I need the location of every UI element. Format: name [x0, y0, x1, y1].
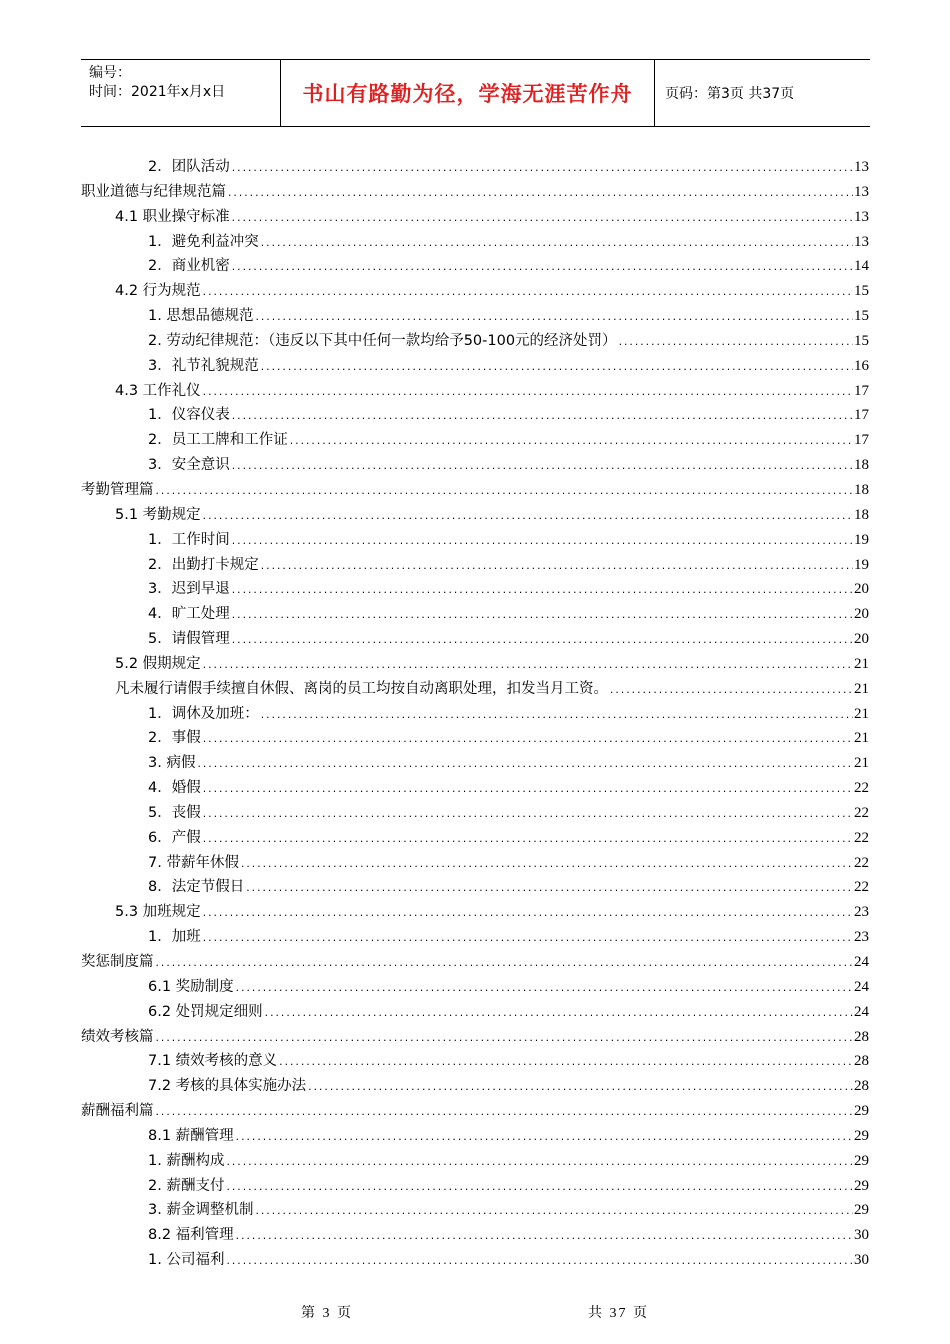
- toc-entry[interactable]: [81, 503, 869, 528]
- toc-entry-page: 21: [854, 755, 869, 772]
- page-footer: [0, 1302, 950, 1322]
- toc-dot-leader: [202, 778, 853, 803]
- toc-dot-leader: [227, 182, 853, 207]
- toc-entry-page: 23: [854, 929, 869, 946]
- toc-entry-title: 7. 带薪年休假: [148, 854, 239, 871]
- toc-entry-title: 4.3 工作礼仪: [115, 382, 201, 399]
- toc-entry[interactable]: [81, 478, 869, 503]
- footer-page-total: 共 37 页: [588, 1306, 649, 1321]
- toc-entry-page: 21: [854, 680, 869, 697]
- toc-entry-title: 4．婚假: [148, 780, 201, 797]
- toc-entry[interactable]: [81, 329, 869, 354]
- toc-entry-title: 考勤管理篇: [81, 481, 154, 498]
- toc-entry[interactable]: [81, 254, 869, 279]
- header-motto: 书山有路勤为径，学海无涯苦作舟: [281, 60, 655, 126]
- toc-entry-title: 2．团队活动: [148, 159, 230, 175]
- toc-entry-page: 15: [854, 283, 869, 300]
- toc-dot-leader: [231, 256, 853, 281]
- toc-entry-page: 29: [854, 1177, 869, 1194]
- toc-entry[interactable]: [81, 1049, 869, 1074]
- toc-entry-title: 1．调休及加班：: [148, 705, 259, 722]
- toc-entry[interactable]: [81, 577, 869, 602]
- toc-entry[interactable]: [81, 1198, 869, 1223]
- toc-dot-leader: [240, 853, 853, 878]
- toc-dot-leader: [231, 629, 853, 654]
- toc-entry-title: 8．法定节假日: [148, 879, 245, 896]
- toc-entry-page: 29: [854, 1202, 869, 1219]
- toc-entry-page: 29: [854, 1152, 869, 1169]
- toc-dot-leader: [260, 704, 853, 729]
- toc-dot-leader: [202, 654, 853, 679]
- toc-entry-title: 6．产假: [148, 829, 201, 846]
- toc-dot-leader: [231, 579, 853, 604]
- toc-entry-page: 28: [854, 1053, 869, 1070]
- toc-entry-title: 5.1 考勤规定: [115, 506, 201, 523]
- toc-dot-leader: [618, 331, 853, 356]
- toc-entry-page: 13: [854, 208, 869, 225]
- toc-entry[interactable]: [81, 677, 869, 702]
- toc-entry-page: 13: [854, 183, 869, 200]
- toc-entry-title: 5.3 加班规定: [115, 904, 201, 921]
- toc-entry-page: 21: [854, 730, 869, 747]
- toc-entry-title: 4.2 行为规范: [115, 283, 201, 300]
- toc-dot-leader: [155, 952, 854, 977]
- toc-entry[interactable]: [81, 925, 869, 950]
- toc-entry[interactable]: [81, 379, 869, 404]
- toc-entry-title: 3. 薪金调整机制: [148, 1202, 254, 1219]
- toc-entry-page: 22: [854, 829, 869, 846]
- page-header: [81, 59, 870, 127]
- toc-entry-title: 1. 公司福利: [148, 1252, 225, 1269]
- toc-entry-title: 1．工作时间: [148, 531, 230, 548]
- toc-entry[interactable]: [81, 826, 869, 851]
- toc-entry[interactable]: [81, 1025, 869, 1050]
- toc-entry-title: 2. 薪酬支付: [148, 1177, 225, 1194]
- toc-entry[interactable]: [81, 1074, 869, 1099]
- toc-entry[interactable]: [81, 1248, 869, 1273]
- toc-entry-title: 1．避免利益冲突: [148, 233, 259, 250]
- toc-entry[interactable]: [81, 627, 869, 652]
- toc-entry-page: 29: [854, 1103, 869, 1120]
- toc-dot-leader: [260, 356, 853, 381]
- toc-entry-title: 5．请假管理: [148, 631, 230, 648]
- toc-entry-page: 19: [854, 531, 869, 548]
- toc-dot-leader: [196, 753, 853, 778]
- toc-entry-page: 19: [854, 556, 869, 573]
- toc-entry[interactable]: [81, 155, 869, 180]
- toc-entry-title: 1．仪容仪表: [148, 407, 230, 424]
- toc-entry[interactable]: [81, 304, 869, 329]
- toc-entry-page: 22: [854, 804, 869, 821]
- toc-entry-page: 24: [854, 1003, 869, 1020]
- toc-entry[interactable]: [81, 975, 869, 1000]
- toc-dot-leader: [231, 207, 853, 232]
- toc-dot-leader: [245, 877, 853, 902]
- toc-dot-leader: [254, 1200, 853, 1225]
- toc-entry-title: 1．加班: [148, 929, 201, 946]
- toc-entry[interactable]: [81, 702, 869, 727]
- toc-entry-title: 6.2 处罚规定细则: [148, 1003, 263, 1020]
- toc-entry-page: 17: [854, 382, 869, 399]
- header-page-info: 页码：第3页 共37页: [665, 86, 795, 102]
- toc-entry[interactable]: [81, 950, 869, 975]
- toc-entry[interactable]: [81, 403, 869, 428]
- toc-entry-page: 20: [854, 631, 869, 648]
- toc-entry-title: 7.1 绩效考核的意义: [148, 1053, 278, 1070]
- toc-dot-leader: [260, 555, 853, 580]
- toc-dot-leader: [260, 232, 853, 257]
- toc-entry[interactable]: [81, 1099, 869, 1124]
- toc-entry-title: 奖惩制度篇: [81, 954, 154, 970]
- toc-entry-title: 5.2 假期规定: [115, 655, 201, 672]
- toc-dot-leader: [202, 902, 853, 927]
- toc-entry-title: 2．事假: [148, 730, 201, 747]
- toc-entry[interactable]: [81, 453, 869, 478]
- toc-entry-title: 2．商业机密: [148, 258, 230, 275]
- toc-entry-page: 13: [854, 159, 869, 175]
- toc-dot-leader: [225, 1176, 853, 1201]
- toc-entry[interactable]: [81, 776, 869, 801]
- toc-entry-title: 5．丧假: [148, 804, 201, 821]
- toc-dot-leader: [231, 157, 853, 182]
- toc-dot-leader: [278, 1051, 853, 1076]
- toc-entry-page: 22: [854, 879, 869, 896]
- toc-entry-title: 1. 思想品德规范: [148, 308, 254, 325]
- toc-dot-leader: [264, 1002, 853, 1027]
- toc-entry-title: 8.1 薪酬管理: [148, 1127, 234, 1144]
- toc-dot-leader: [155, 1101, 854, 1126]
- toc-entry-title: 8.2 福利管理: [148, 1227, 234, 1244]
- toc-entry-page: 21: [854, 705, 869, 722]
- toc-entry-title: 2．员工工牌和工作证: [148, 432, 288, 449]
- toc-entry[interactable]: [81, 652, 869, 677]
- toc-entry-page: 16: [854, 357, 869, 374]
- toc-entry-page: 15: [854, 332, 869, 349]
- toc-entry-page: 22: [854, 854, 869, 871]
- toc-dot-leader: [202, 803, 853, 828]
- toc-entry-page: 24: [854, 978, 869, 995]
- toc-dot-leader: [235, 977, 853, 1002]
- toc-entry[interactable]: [81, 428, 869, 453]
- toc-entry[interactable]: [81, 1174, 869, 1199]
- toc-entry-title: 2．出勤打卡规定: [148, 556, 259, 573]
- toc-entry[interactable]: [81, 205, 869, 230]
- toc-dot-leader: [235, 1225, 853, 1250]
- document-number-label: 编号：: [89, 65, 131, 81]
- toc-entry-page: 30: [854, 1252, 869, 1269]
- toc-entry-page: 24: [854, 954, 869, 970]
- toc-entry-page: 20: [854, 581, 869, 598]
- toc-entry[interactable]: [81, 1149, 869, 1174]
- toc-dot-leader: [202, 381, 853, 406]
- toc-entry-page: 29: [854, 1127, 869, 1144]
- toc-entry-page: 18: [854, 481, 869, 498]
- toc-entry-title: 6.1 奖励制度: [148, 978, 234, 995]
- toc-entry-title: 1. 薪酬构成: [148, 1152, 225, 1169]
- toc-dot-leader: [225, 1151, 853, 1176]
- toc-entry[interactable]: [81, 528, 869, 553]
- toc-dot-leader: [231, 604, 853, 629]
- toc-entry[interactable]: [81, 851, 869, 876]
- toc-dot-leader: [202, 728, 853, 753]
- toc-entry[interactable]: [81, 180, 869, 205]
- toc-entry[interactable]: [81, 553, 869, 578]
- toc-dot-leader: [235, 1126, 853, 1151]
- toc-entry[interactable]: [81, 900, 869, 925]
- toc-entry-page: 23: [854, 904, 869, 921]
- toc-entry-page: 22: [854, 780, 869, 797]
- toc-entry-title: 3．安全意识: [148, 457, 230, 474]
- footer-page-number: 第 3 页: [301, 1306, 353, 1321]
- toc-dot-leader: [155, 1027, 854, 1052]
- header-meta: [81, 60, 281, 126]
- toc-dot-leader: [202, 828, 853, 853]
- toc-entry-page: 21: [854, 655, 869, 672]
- toc-entry-page: 17: [854, 407, 869, 424]
- toc-entry[interactable]: [81, 1000, 869, 1025]
- toc-entry[interactable]: [81, 751, 869, 776]
- toc-dot-leader: [231, 455, 853, 480]
- toc-entry-title: 2. 劳动纪律规范：（违反以下其中任何一款均给予50-100元的经济处罚）: [148, 332, 617, 349]
- toc-entry-page: 20: [854, 606, 869, 623]
- toc-entry-title: 凡未履行请假手续擅自休假、离岗的员工均按自动离职处理，扣发当月工资。: [115, 680, 608, 697]
- toc-entry-page: 28: [854, 1078, 869, 1095]
- toc-dot-leader: [289, 430, 853, 455]
- toc-entry-page: 14: [854, 258, 869, 275]
- toc-entry-page: 13: [854, 233, 869, 250]
- toc-entry-page: 18: [854, 457, 869, 474]
- toc-entry-page: 17: [854, 432, 869, 449]
- toc-entry[interactable]: [81, 279, 869, 304]
- toc-entry[interactable]: [81, 801, 869, 826]
- toc-entry-page: 28: [854, 1028, 869, 1045]
- toc-dot-leader: [202, 505, 853, 530]
- toc-entry[interactable]: [81, 1124, 869, 1149]
- toc-entry[interactable]: [81, 230, 869, 255]
- toc-entry[interactable]: [81, 875, 869, 900]
- table-of-contents: [81, 155, 869, 1273]
- toc-dot-leader: [225, 1250, 853, 1275]
- toc-dot-leader: [155, 480, 854, 505]
- toc-dot-leader: [231, 530, 853, 555]
- toc-entry-page: 18: [854, 506, 869, 523]
- toc-entry[interactable]: [81, 602, 869, 627]
- toc-dot-leader: [254, 306, 853, 331]
- toc-entry-title: 4．旷工处理: [148, 606, 230, 623]
- toc-entry-title: 薪酬福利篇: [81, 1103, 154, 1120]
- toc-entry-title: 7.2 考核的具体实施办法: [148, 1078, 307, 1095]
- toc-dot-leader: [231, 405, 853, 430]
- toc-dot-leader: [307, 1076, 853, 1101]
- toc-entry-title: 绩效考核篇: [81, 1028, 154, 1045]
- document-time-label: 时间：2021年x月x日: [89, 84, 226, 100]
- toc-entry[interactable]: [81, 726, 869, 751]
- toc-entry-title: 3．迟到早退: [148, 581, 230, 598]
- toc-entry-title: 4.1 职业操守标准: [115, 208, 230, 225]
- toc-entry[interactable]: [81, 354, 869, 379]
- toc-entry-title: 3．礼节礼貌规范: [148, 357, 259, 374]
- toc-entry-title: 3. 病假: [148, 755, 196, 772]
- toc-dot-leader: [202, 281, 853, 306]
- toc-entry-page: 30: [854, 1227, 869, 1244]
- toc-dot-leader: [609, 679, 853, 704]
- toc-entry-title: 职业道德与纪律规范篇: [81, 183, 226, 200]
- toc-dot-leader: [202, 927, 853, 952]
- toc-entry-page: 15: [854, 308, 869, 325]
- toc-entry[interactable]: [81, 1223, 869, 1248]
